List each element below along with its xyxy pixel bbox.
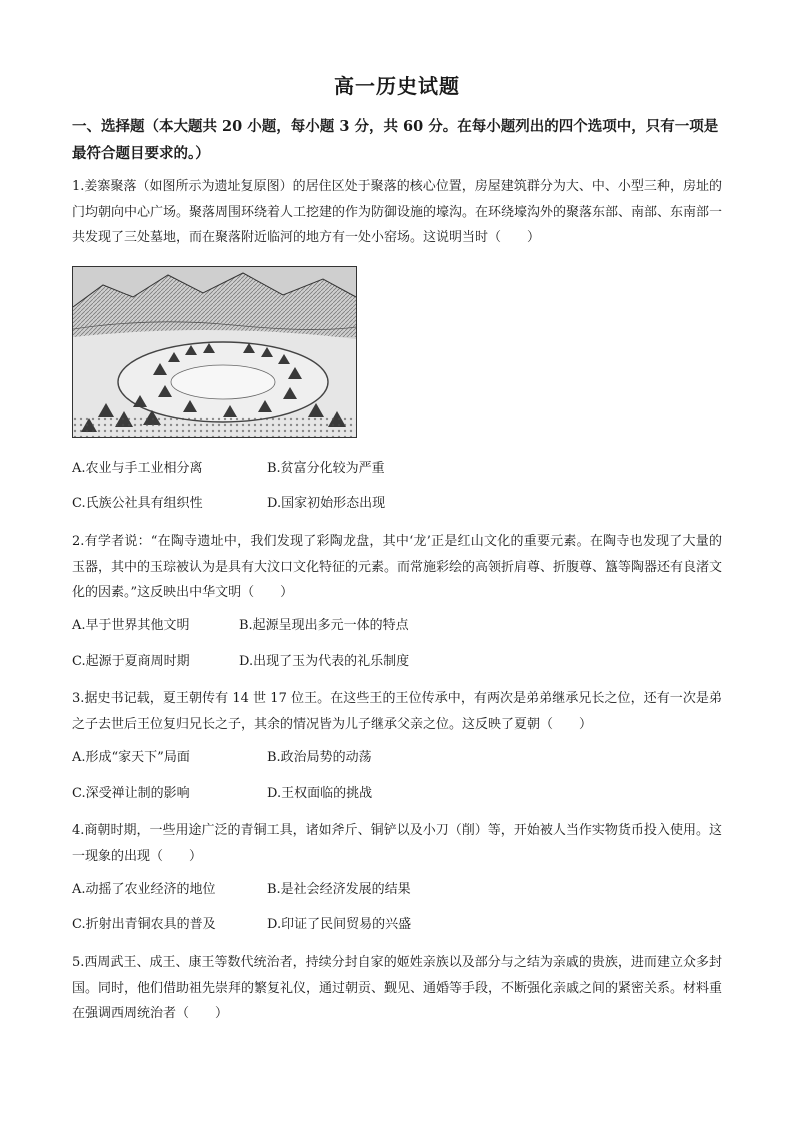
q4-option-c: C.折射出青铜农具的普及 [72,917,216,932]
q3-option-c: C.深受禅让制的影响 [72,786,190,801]
question-4-stem: 4.商朝时期，一些用途广泛的青铜工具，诸如斧斤、铜铲以及小刀（削）等，开始被人当作实物货币投入使用。这一现象的出现（ ） [72,823,722,864]
q1-option-a: A.农业与手工业相分离 [72,461,203,476]
q3-option-b: B.政治局势的动荡 [267,750,372,765]
section-heading: 一、选择题（本大题共 20 小题，每小题 3 分，共 60 分。在每小题列出的四个选项中，只有一项是最符合题目要求的。） [72,118,719,162]
q3-option-d: D.王权面临的挑战 [267,786,373,801]
q2-option-b: B.起源呈现出多元一体的特点 [239,618,409,633]
q2-option-c: C.起源于夏商周时期 [72,654,190,669]
site-reconstruction-illustration [72,266,357,438]
q4-option-a: A.动摇了农业经济的地位 [72,882,216,897]
question-1-stem: 1.姜寨聚落（如图所示为遗址复原图）的居住区处于聚落的核心位置，房屋建筑群分为大、中、小型三种，房址的门均朝向中心广场。聚落周围环绕着人工挖建的作为防御设施的壕沟。在环绕壕沟外的聚落东部、南部、东南部一共发现了三处墓地，而在聚落附近临河的地方有一处小窑场。这说明当时（ ） [72,179,723,245]
q3-option-a: A.形成“家天下”局面 [72,750,190,765]
q4-option-b: B.是社会经济发展的结果 [267,882,411,897]
q4-option-d: D.印证了民间贸易的兴盛 [267,917,412,932]
q2-option-a: A.早于世界其他文明 [72,618,190,633]
q1-option-c: C.氏族公社具有组织性 [72,496,203,511]
page-title: 高一历史试题 [334,74,460,98]
question-3-stem: 3.据史书记载，夏王朝传有 14 世 17 位王。在这些王的王位传承中，有两次是弟弟继承兄长之位，还有一次是弟之子去世后王位复归兄长之子，其余的情况皆为儿子继承父亲之位。这反映了夏朝（ ） [72,691,722,732]
q2-option-d: D.出现了玉为代表的礼乐制度 [239,654,410,669]
q1-option-b: B.贫富分化较为严重 [267,461,385,476]
question-2-stem: 2.有学者说：“在陶寺遗址中，我们发现了彩陶龙盘，其中‘龙’正是红山文化的重要元素。在陶寺也发现了大量的玉器，其中的玉琮被认为是具有大汶口文化特征的元素。而常施彩绘的高领折肩尊、折腹尊、簋等陶器还有良渚文化的因素。”这反映出中华文明（ ） [72,534,723,600]
question-5-stem: 5.西周武王、成王、康王等数代统治者，持续分封自家的姬姓亲族以及部分与之结为亲戚的贵族，进而建立众多封国。同时，他们借助祖先崇拜的繁复礼仪，通过朝贡、觐见、通婚等手段，不断强化亲戚之间的紧密关系。材料重在强调西周统治者（ ） [72,955,723,1021]
q1-option-d: D.国家初始形态出现 [267,496,386,511]
